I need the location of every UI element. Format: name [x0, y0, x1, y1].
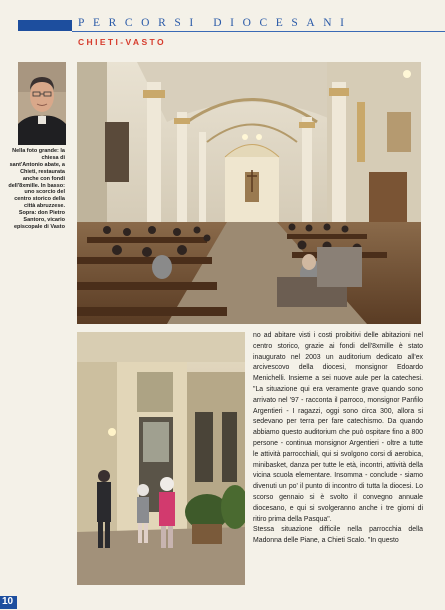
header-color-bar [18, 20, 72, 31]
street-photo [77, 332, 245, 585]
page-number: 10 [2, 596, 14, 607]
photo-caption: Nella foto grande: la chiesa di sant'Antonio abate, a Chieti, restaurata anche con fondi dell'8xmille. In basso: uno scorcio del centro storico della città abruzzese. Sopra: don Pietro Santoro, vicario episcopale di Vasto [8, 148, 65, 230]
header-rule [72, 31, 445, 32]
section-subtitle: CHIETI-VASTO [78, 37, 166, 47]
article-body [253, 331, 423, 547]
church-interior-photo [77, 62, 421, 324]
section-title: PERCORSI DIOCESANI [78, 17, 353, 29]
article-paragraph: no ad abitare visti i costi proibitivi delle abitazioni nel centro storico, grazie ai fondi dell'8xmille è stato inaugurato nel 2003 un auditorium dedicato all'ex arcivescovo della diocesi, monsignor Edoardo Menichelli. Insieme a sei nuove aule per la catechesi. "La situazione qui era veramente grave quando sono arrivato nel '97 - racconta il parroco, monsignor Panfilo Argentieri - I ragazzi, oggi sono circa 300, allora si sedevano per terra per fare catechismo. Da quando abbiamo questo auditorium che può ospitare fino a 800 persone - continua monsignor Argentieri - oltre a tutte le attività parrocchiali, qui si svolgono corsi di aerobica, minibasket, danza per tutte le età, incontri, attività della vicina scuola elementare. Insomma - conclude - siamo divenuti un po' il punto di incontro di tutta la diocesi. Lo scorso gennaio si è svolto il convegno annuale diocesano, e qui si svolgeranno anche i tre giorni di ritiro prima della Pasqua". [253, 332, 423, 523]
article-paragraph: Stessa situazione difficile nella parrocchia della Madonna delle Piane, a Chieti Scalo. "In questo [253, 526, 423, 545]
portrait-photo [18, 62, 66, 145]
